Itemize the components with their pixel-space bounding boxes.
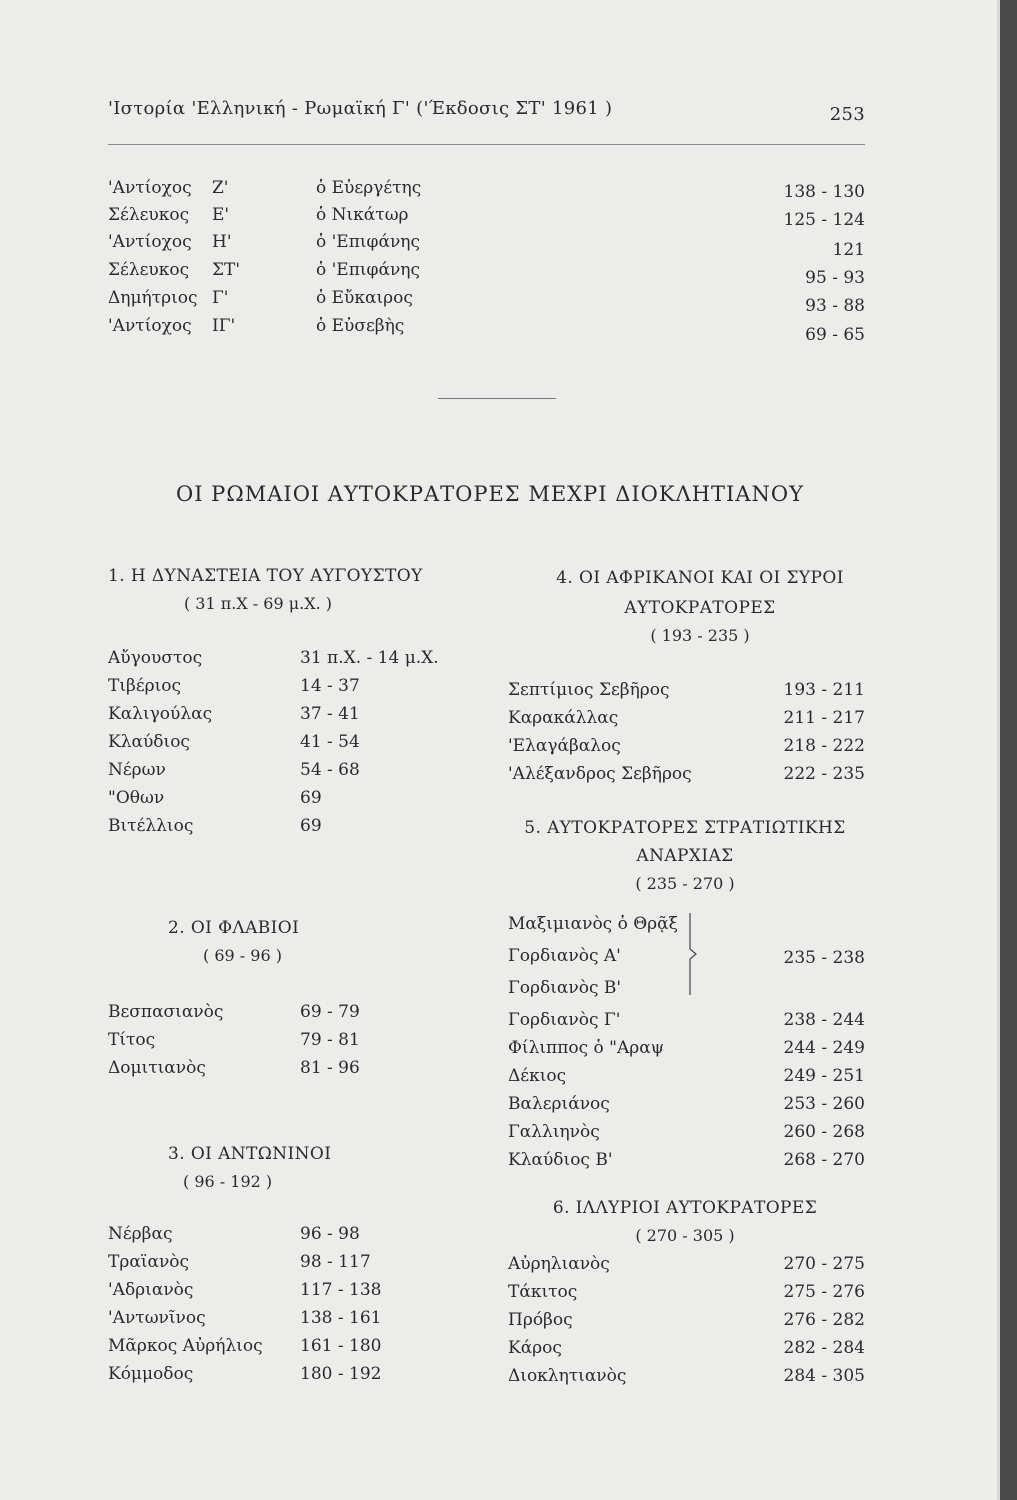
table-row-name: Αὔγουστος xyxy=(108,648,203,668)
table-row-name: Γορδιανὸς Γ' xyxy=(508,1010,621,1030)
header-rule xyxy=(108,144,865,145)
bracket-icon xyxy=(688,913,698,995)
table-row-years: 284 - 305 xyxy=(783,1366,865,1386)
table-row-name: Γαλλιηνὸς xyxy=(508,1122,600,1142)
section-1-title: 1. Η ΔΥΝΑΣΤΕΙΑ ΤΟΥ ΑΥΓΟΥΣΤΟΥ xyxy=(108,566,423,586)
table-row-years: 54 - 68 xyxy=(300,760,360,780)
table-row-years: 81 - 96 xyxy=(300,1058,360,1078)
table-row-years: 69 xyxy=(300,816,322,836)
header-title: 'Ιστορία 'Ελληνική - Ρωμαϊκή Γ' ('Έκδοσις ΣΤ' 1961 ) xyxy=(108,98,613,119)
table-row-name: Διοκλητιανὸς xyxy=(508,1366,627,1386)
table-row-years: 79 - 81 xyxy=(300,1030,360,1050)
table-row-name: Τιβέριος xyxy=(108,676,182,696)
table-row-years: 211 - 217 xyxy=(783,708,865,728)
table-row-name: Γορδιανὸς Β' xyxy=(508,978,622,998)
table-row-years: 98 - 117 xyxy=(300,1252,371,1272)
section-3-range: ( 96 - 192 ) xyxy=(183,1172,273,1191)
list-item-epithet: ὁ Εὔκαιρος xyxy=(316,288,413,308)
list-item-epithet: ὁ Εὐσεβὴς xyxy=(316,316,405,336)
table-row-years: 96 - 98 xyxy=(300,1224,360,1244)
table-row-years: 268 - 270 xyxy=(783,1150,865,1170)
table-row-name: Τάκιτος xyxy=(508,1282,578,1302)
table-row-years: 37 - 41 xyxy=(300,704,360,724)
table-row-years: 161 - 180 xyxy=(300,1336,382,1356)
list-item-name: Σέλευκος xyxy=(108,205,190,225)
table-row-name: Φίλιππος ὁ "Αραψ xyxy=(508,1038,665,1058)
table-row-years: 31 π.Χ. - 14 μ.Χ. xyxy=(300,648,439,668)
list-item-name: Δημήτριος xyxy=(108,288,198,308)
table-row-years: 69 xyxy=(300,788,322,808)
section-5-range: ( 235 - 270 ) xyxy=(635,874,735,893)
section-4-title: 4. ΟΙ ΑΦΡΙΚΑΝΟΙ ΚΑΙ ΟΙ ΣΥΡΟΙ xyxy=(556,568,844,588)
list-item-ordinal: Ε' xyxy=(212,205,230,225)
table-row-name: Βεσπασιανὸς xyxy=(108,1002,224,1022)
section-2-range: ( 69 - 96 ) xyxy=(203,946,282,965)
table-row-years: 117 - 138 xyxy=(300,1280,382,1300)
table-row-name: Κόμμοδος xyxy=(108,1364,194,1384)
table-row-name: Κλαύδιος xyxy=(108,732,190,752)
table-row-name: Βιτέλλιος xyxy=(108,816,194,836)
table-row-name: "Οθων xyxy=(108,788,165,808)
section-divider xyxy=(438,398,556,399)
table-row-years: 138 - 161 xyxy=(300,1308,382,1328)
list-item-name: 'Αντίοχος xyxy=(108,178,192,198)
list-item-epithet: ὁ Νικάτωρ xyxy=(316,205,409,225)
section-4-range: ( 193 - 235 ) xyxy=(650,626,750,645)
list-item-name: Σέλευκος xyxy=(108,260,190,280)
section-1-range: ( 31 π.Χ - 69 μ.Χ. ) xyxy=(183,594,333,613)
table-row-name: Τραϊανὸς xyxy=(108,1252,190,1272)
table-row-name: Γορδιανὸς Α' xyxy=(508,946,621,966)
table-row-years: 270 - 275 xyxy=(783,1254,865,1274)
table-row-name: Κλαύδιος Β' xyxy=(508,1150,613,1170)
table-row-years: 249 - 251 xyxy=(783,1066,865,1086)
page-title: ΟΙ ΡΩΜΑΙΟΙ ΑΥΤΟΚΡΑΤΟΡΕΣ ΜΕΧΡΙ ΔΙΟΚΛΗΤΙΑΝΟΥ xyxy=(176,482,804,506)
table-row-name: Κάρος xyxy=(508,1338,562,1358)
table-row-years: 69 - 79 xyxy=(300,1002,360,1022)
table-row-name: 'Ελαγάβαλος xyxy=(508,736,621,756)
table-row-years: 282 - 284 xyxy=(783,1338,865,1358)
list-item-epithet: ὁ 'Επιφάνης xyxy=(316,260,420,280)
list-item-epithet: ὁ 'Επιφάνης xyxy=(316,232,420,252)
section-6-title: 6. ΙΛΛΥΡΙΟΙ ΑΥΤΟΚΡΑΤΟΡΕΣ xyxy=(552,1198,818,1218)
list-item-ordinal: Η' xyxy=(212,232,232,252)
section-5-title-2: ΑΝΑΡΧΙΑΣ xyxy=(636,846,734,866)
table-row-years: 275 - 276 xyxy=(783,1282,865,1302)
running-header xyxy=(108,98,865,125)
section-6-range: ( 270 - 305 ) xyxy=(635,1226,735,1245)
section-5-title: 5. ΑΥΤΟΚΡΑΤΟΡΕΣ ΣΤΡΑΤΙΩΤΙΚΗΣ xyxy=(524,818,846,838)
list-item-years: 121 xyxy=(832,240,865,260)
table-row-years: 14 - 37 xyxy=(300,676,360,696)
table-row-name: Νέρων xyxy=(108,760,166,780)
table-row-name: 'Αντωνῖνος xyxy=(108,1308,206,1328)
table-row-name: Πρόβος xyxy=(508,1310,573,1330)
table-row-years: 193 - 211 xyxy=(783,680,865,700)
list-item-years: 69 - 65 xyxy=(805,325,865,345)
table-row-name: Μαξιμιανὸς ὁ Θρᾷξ xyxy=(508,914,679,934)
list-item-years: 93 - 88 xyxy=(805,296,865,316)
table-row-name: 'Αλέξανδρος Σεβῆρος xyxy=(508,764,692,784)
table-row-years: 218 - 222 xyxy=(783,736,865,756)
table-row-name: Τίτος xyxy=(108,1030,156,1050)
list-item-ordinal: Γ' xyxy=(212,288,229,308)
table-row-years: 276 - 282 xyxy=(783,1310,865,1330)
table-row-name: Αὐρηλιανὸς xyxy=(508,1254,610,1274)
page-number: 253 xyxy=(829,104,865,125)
table-row-name: Νέρβας xyxy=(108,1224,173,1244)
list-item-name: 'Αντίοχος xyxy=(108,316,192,336)
list-item-ordinal: ΣΤ' xyxy=(212,260,241,280)
list-item-name: 'Αντίοχος xyxy=(108,232,192,252)
list-item-ordinal: Ζ' xyxy=(212,178,229,198)
table-row-years: 222 - 235 xyxy=(783,764,865,784)
table-row-years: 238 - 244 xyxy=(783,1010,865,1030)
table-row-name: Βαλεριάνος xyxy=(508,1094,610,1114)
list-item-years: 125 - 124 xyxy=(783,210,865,230)
table-row-name: Δομιτιανὸς xyxy=(108,1058,206,1078)
table-row-name: Μᾶρκος Αὐρήλιος xyxy=(108,1336,263,1356)
list-item-years: 95 - 93 xyxy=(805,268,865,288)
section-3-title: 3. ΟΙ ΑΝΤΩΝΙΝΟΙ xyxy=(168,1144,332,1164)
table-row-name: Σεπτίμιος Σεβῆρος xyxy=(508,680,670,700)
section-4-title-2: ΑΥΤΟΚΡΑΤΟΡΕΣ xyxy=(624,598,776,618)
list-item-years: 138 - 130 xyxy=(783,182,865,202)
table-row-name: 'Αδριανὸς xyxy=(108,1280,194,1300)
table-row-years: 244 - 249 xyxy=(783,1038,865,1058)
list-item-epithet: ὁ Εὐεργέτης xyxy=(316,178,422,198)
table-row-name: Καλιγούλας xyxy=(108,704,213,724)
table-row-name: Καρακάλλας xyxy=(508,708,619,728)
table-row-years: 260 - 268 xyxy=(783,1122,865,1142)
section-2-title: 2. ΟΙ ΦΛΑΒΙΟΙ xyxy=(168,918,300,938)
table-row-years: 235 - 238 xyxy=(783,948,865,968)
table-row-years: 180 - 192 xyxy=(300,1364,382,1384)
table-row-name: Δέκιος xyxy=(508,1066,567,1086)
list-item-ordinal: ΙΓ' xyxy=(212,316,236,336)
table-row-years: 253 - 260 xyxy=(783,1094,865,1114)
table-row-years: 41 - 54 xyxy=(300,732,360,752)
